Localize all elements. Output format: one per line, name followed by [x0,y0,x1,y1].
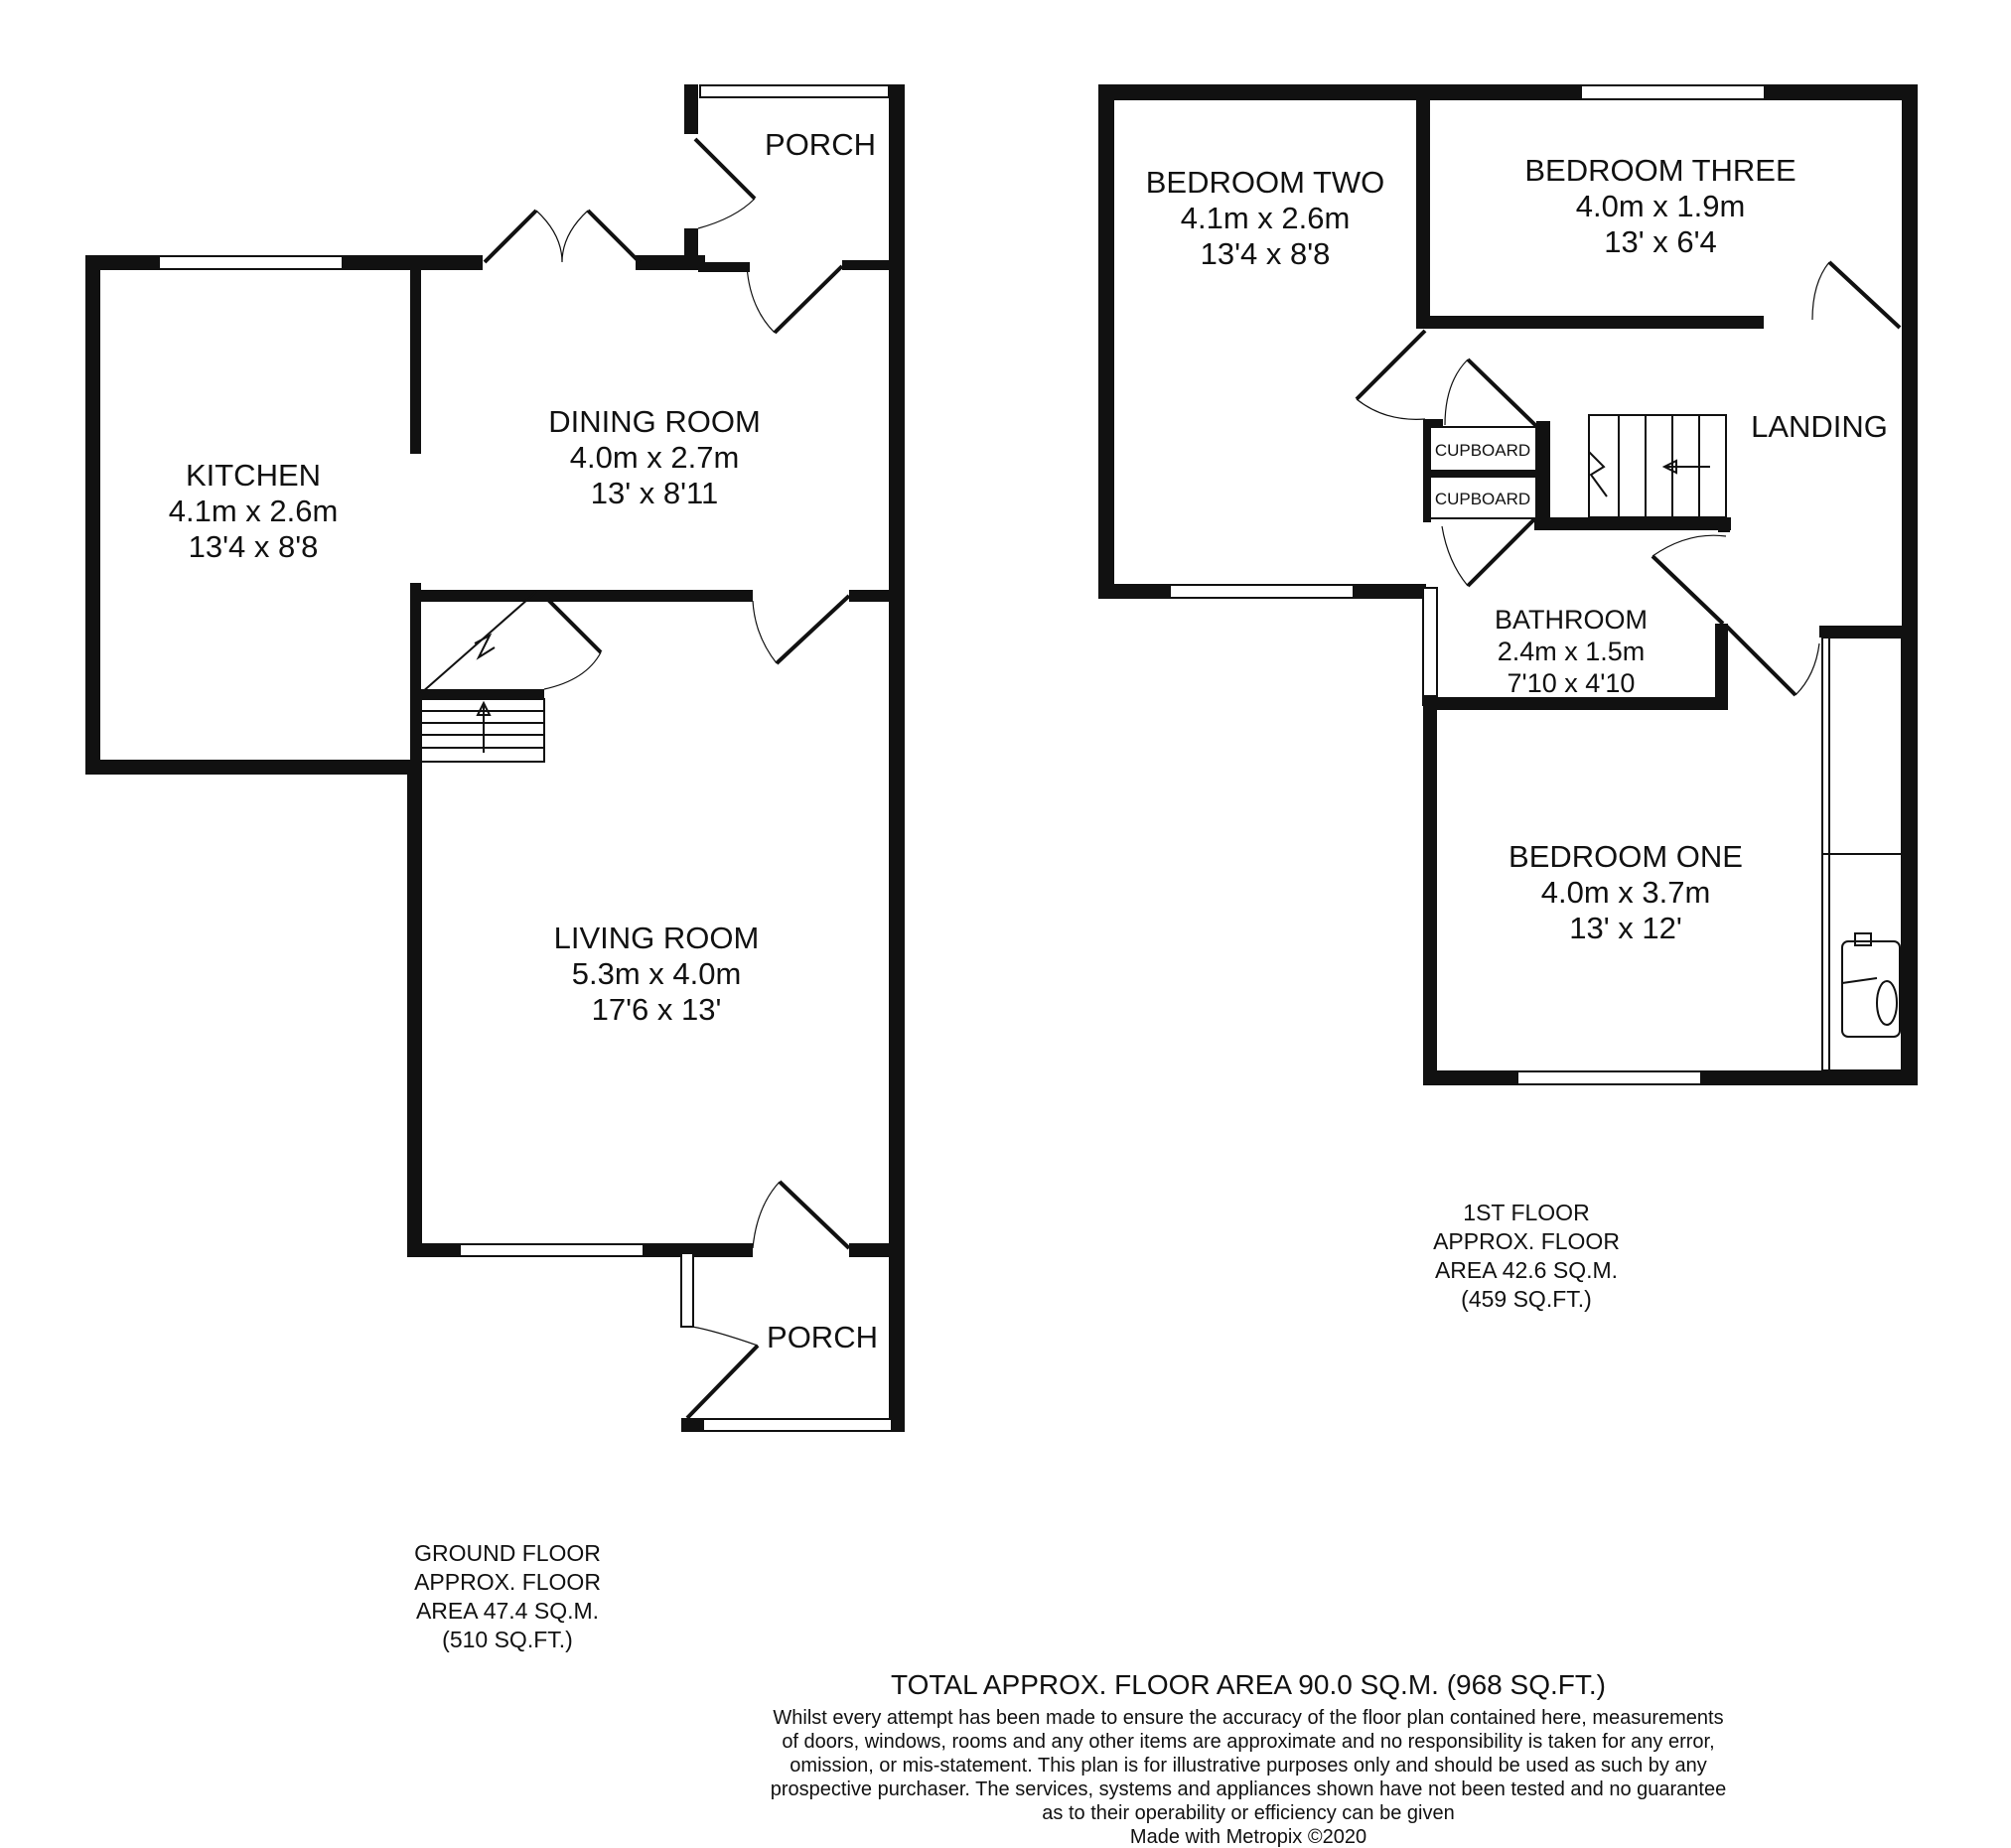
cupboard-wall-top [1423,419,1443,427]
living-porch-door-swing [753,1182,780,1248]
porch-bottom-door-leaf [687,1346,758,1418]
stair-landing-wall [421,689,544,699]
stairs-arrow [478,703,490,753]
porch-top-wall-left [684,84,698,134]
porch-top-door-leaf [695,139,755,199]
dining-imperial: 13' x 8'11 [590,476,719,510]
first-floor-area [1433,1200,1620,1312]
disclaimer [771,1707,1726,1824]
dining-name: DINING ROOM [548,404,761,439]
dining-porch-door-swing [747,266,775,333]
bathroom-wall-bottom [1437,697,1725,710]
porch-dining-wall-right [842,260,892,270]
ground-floor-area [414,1540,601,1652]
cupboard-bottom-door-swing [1442,526,1468,586]
living-metric: 5.3m x 4.0m [571,956,742,991]
bathroom-imperial: 7'10 x 4'10 [1507,668,1636,698]
total-floor-area: TOTAL APPROX. FLOOR AREA 90.0 SQ.M. (968 SQ.FT.) [891,1669,1606,1700]
understairs-door-swing [544,652,601,689]
kitchen-wall-bottom [85,760,422,775]
dining-living-wall-right [849,590,894,602]
ground-area-line-4: (510 SQ.FT.) [442,1627,573,1652]
kitchen-living-partition [410,583,421,765]
living-porch-door-leaf [780,1182,849,1248]
bed2-imperial: 13'4 x 8'8 [1200,236,1331,271]
bed3-wall-bottom [1416,316,1764,329]
bed2-bed3-partition [1416,99,1430,328]
ground-area-line-3: AREA 47.4 SQ.M. [415,1598,600,1624]
kitchen-dining-partition [410,270,421,454]
porch-bottom-side-window [681,1253,693,1327]
ground-area-line-1: GROUND FLOOR [414,1540,601,1566]
bed2-door-leaf [1357,331,1425,399]
cupboard-left-wall [1423,427,1431,522]
bathroom-wall-right [1715,624,1728,710]
bathroom-landing-wall [1718,517,1730,532]
porch-bottom-name: PORCH [767,1320,878,1354]
disclaimer-line-4: prospective purchaser. The services, systems and appliances shown have not been tested and no guarantee [770,1778,1727,1800]
kitchen-metric: 4.1m x 2.6m [168,494,339,528]
understairs-break [475,636,495,657]
disclaimer-line-5: as to their operability or efficiency can be given [1042,1802,1455,1824]
cupboard-upper-name: CUPBOARD [1434,441,1531,460]
ff-stairs-break [1589,452,1607,497]
cupboard-bottom-door-leaf [1468,519,1534,586]
french-door-right [588,211,640,262]
bed1-name: BEDROOM ONE [1508,839,1743,874]
bathroom-door-leaf [1652,556,1723,624]
bed1-wall-top-right [1819,626,1905,638]
wardrobe-divider [1822,638,1902,1070]
ff-wall-left [1098,84,1114,599]
ground-floor-plan [85,84,905,1432]
bed3-window [1581,85,1765,99]
bed1-door-leaf [1726,626,1796,695]
porch-top-door-swing [698,199,755,228]
first-area-line-2: APPROX. FLOOR [1433,1228,1620,1254]
ff-wall-top [1098,84,1918,100]
cupboard-top-door-leaf [1468,359,1537,427]
cupboard-lower-name: CUPBOARD [1434,490,1531,508]
bed2-name: BEDROOM TWO [1145,165,1385,200]
bed1-window [1517,1071,1701,1084]
bed1-imperial: 13' x 12' [1569,911,1682,945]
living-imperial: 17'6 x 13' [591,992,722,1027]
first-area-line-4: (459 SQ.FT.) [1461,1286,1592,1312]
dining-living-door-leaf [777,596,849,663]
bed3-metric: 4.0m x 1.9m [1575,189,1746,223]
bathroom-name: BATHROOM [1495,605,1648,635]
metropix-credit: Made with Metropix ©2020 [1129,1826,1367,1848]
bed3-door-leaf [1829,262,1900,328]
bathroom-wall-left [1423,695,1437,1084]
french-door-swing [536,211,588,262]
bed3-imperial: 13' x 6'4 [1604,224,1717,259]
bed2-door-swing [1357,399,1425,419]
porch-top-name: PORCH [765,127,876,162]
porch-bottom-window [703,1419,892,1431]
bed3-door-swing [1812,262,1829,320]
understairs-diagonal [421,592,536,693]
disclaimer-line-1: Whilst every attempt has been made to ensure the accuracy of the floor plan contained here, measurements [773,1707,1724,1729]
bed1-metric: 4.0m x 3.7m [1540,875,1711,910]
bed2-window [1170,585,1354,598]
ground-wall-right [889,84,905,1432]
dining-living-wall-left [410,590,753,602]
boiler-icon [1842,933,1900,1037]
porch-dining-wall [698,262,750,272]
french-door-left [485,211,536,262]
dining-metric: 4.0m x 2.7m [569,440,740,475]
ff-stairs-wall-bottom [1534,517,1731,530]
bed2-metric: 4.1m x 2.6m [1180,201,1351,235]
dining-porch-door-leaf [775,266,842,333]
cupboard-divider [1430,471,1536,477]
landing-name: LANDING [1751,409,1888,444]
bathroom-window [1423,588,1437,705]
ff-stairs-arrow [1664,461,1710,473]
kitchen-window [159,256,343,269]
dining-living-door-swing [753,601,777,663]
understairs-door-leaf [548,600,601,652]
first-area-line-1: 1ST FLOOR [1463,1200,1590,1225]
disclaimer-line-2: of doors, windows, rooms and any other items are approximate and no responsibility is taken for any error, [782,1731,1715,1753]
living-name: LIVING ROOM [553,921,760,955]
disclaimer-line-3: omission, or mis-statement. This plan is for illustrative purposes only and should be used as such by any [790,1755,1707,1777]
bed1-door-swing [1796,643,1819,695]
living-window [460,1244,644,1256]
bathroom-metric: 2.4m x 1.5m [1497,637,1646,666]
cupboard-right-wall [1536,421,1550,524]
porch-bottom-door-swing [692,1327,758,1346]
first-area-line-3: AREA 42.6 SQ.M. [1434,1257,1619,1283]
bed3-name: BEDROOM THREE [1524,153,1796,188]
porch-top-window [700,85,889,97]
kitchen-wall-left [85,255,100,775]
living-wall-bottom-mid [644,1243,753,1257]
ground-area-line-2: APPROX. FLOOR [414,1569,601,1595]
porch-top-wall-left-lower [684,228,698,270]
living-wall-left [407,760,422,1256]
bathroom-door-swing [1652,535,1726,556]
cupboard-top-door-swing [1445,359,1468,425]
kitchen-imperial: 13'4 x 8'8 [188,529,319,564]
porch-bottom-wall-left [681,1418,703,1432]
living-wall-bottom-right [849,1243,894,1257]
kitchen-name: KITCHEN [185,458,322,493]
ff-wall-right [1902,84,1918,1085]
